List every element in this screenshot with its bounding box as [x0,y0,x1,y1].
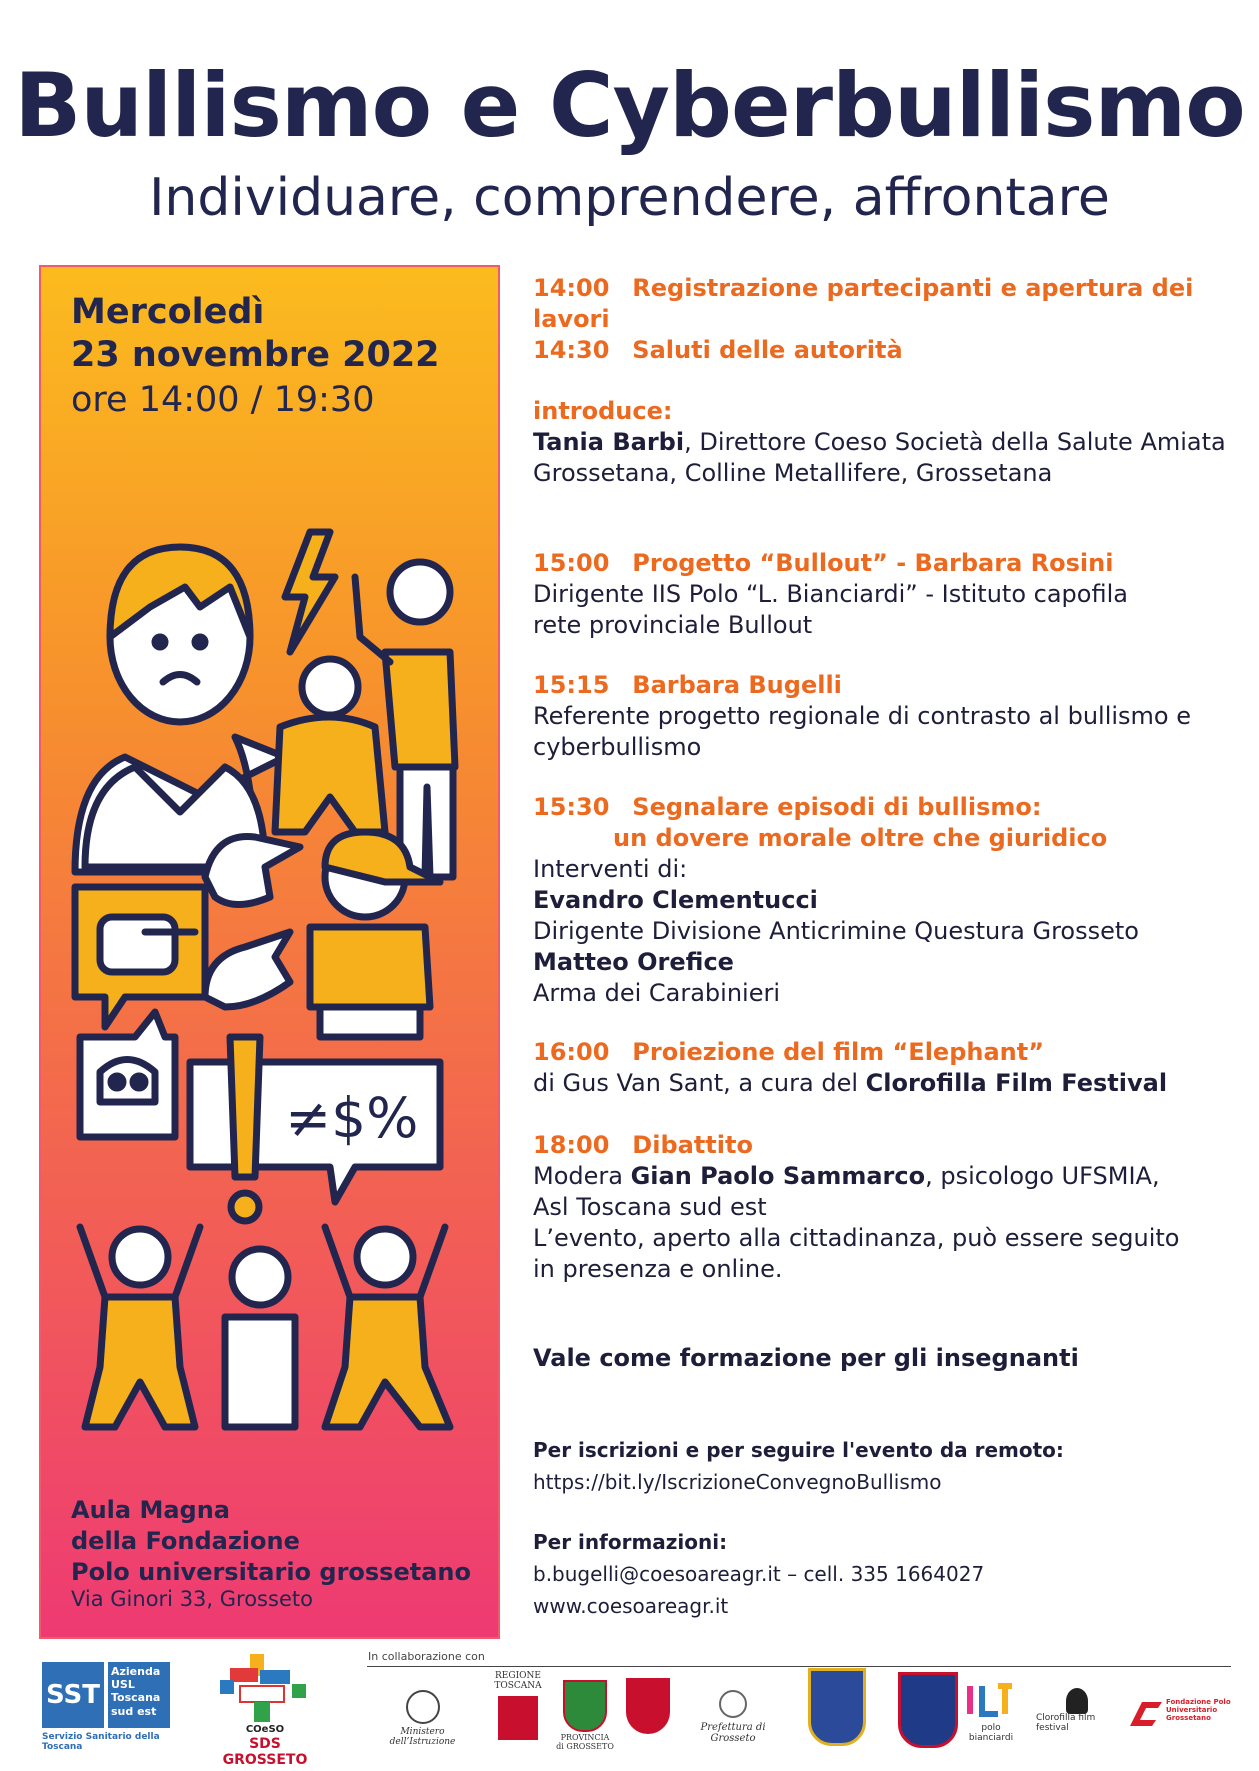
training-note: Vale come formazione per gli insegnanti [533,1344,1079,1372]
item-title: Saluti delle autorità [632,336,903,364]
sds-mark-icon [210,1650,320,1726]
time-label: 15:30 [533,793,610,821]
fondazione-logo [1128,1696,1238,1732]
time-label: 14:00 [533,274,610,302]
provincia-logo [556,1680,614,1752]
speaker-name: Matteo Orefice [533,948,734,976]
speaker-role: Dirigente Divisione Anticrimine Questura Grosseto [533,917,1139,945]
coeso-label: COeSO [245,1724,285,1735]
program-item-2 [533,335,1233,366]
speaker-role: , psicologo UFSMIA, [925,1162,1160,1190]
speaker-name: Evandro Clementucci [533,886,818,914]
lightning-icon [285,532,335,652]
venue-line-3: Polo universitario grossetano [71,1558,471,1587]
time-label: 15:00 [533,549,610,577]
info-title: Per informazioni: [533,1530,728,1554]
sad-boy-icon [75,547,285,872]
program-item-7 [533,1037,1233,1099]
shield-icon [563,1680,607,1732]
item-desc: L’evento, aperto alla cittadinanza, può essere seguito [533,1224,1180,1252]
speaker-role: Arma dei Carabinieri [533,979,780,1007]
item-title: Progetto “Bullout” - Barbara Rosini [632,549,1114,577]
polo-bianciardi-logo [964,1680,1018,1744]
item-desc: Modera [533,1162,631,1190]
info-block [533,1526,1233,1622]
festival-name: Clorofilla Film Festival [865,1069,1168,1097]
event-hours: ore 14:00 / 19:30 [71,380,375,420]
regione-label: REGIONE TOSCANA [494,1671,542,1691]
speaker-name: Gian Paolo Sammarco [630,1162,926,1190]
sst-logo [42,1662,182,1754]
time-label: 14:30 [533,336,610,364]
event-panel [39,265,500,1639]
item-title: introduce: [533,397,673,425]
item-title: Proiezione del film “Elephant” [632,1038,1044,1066]
bullying-illustration [55,437,485,1437]
emblem-icon [719,1690,747,1718]
item-title: Dibattito [632,1131,753,1159]
speaker-role: , Direttore Coeso Società della Salute Amiata [684,428,1226,456]
polizia-shield-icon [808,1668,866,1746]
item-title: Barbara Bugelli [632,671,842,699]
mocking-figures-icon [80,1227,450,1427]
program-item-5 [533,670,1233,763]
item-desc: in presenza e online. [533,1255,783,1283]
sst-caption: Servizio Sanitario della Toscana [42,1732,160,1752]
carabinieri-shield-icon [898,1672,958,1748]
pegasus-icon [498,1696,538,1740]
fondazione-mark-icon [1128,1698,1164,1728]
item-desc: cyberbullismo [533,733,702,761]
ministero-logo [375,1690,470,1748]
sds-label: SDS GROSSETO [222,1736,308,1768]
emblem-icon [406,1690,440,1724]
time-label: 15:15 [533,671,610,699]
venue-line-2: della Fondazione [71,1527,300,1556]
speaker-role: Asl Toscana sud est [533,1193,767,1221]
usl-mark: Azienda USL Toscana sud est [108,1662,170,1728]
svg-text:≠$%: ≠$% [285,1086,419,1150]
clorofilla-label: Clorofilla film festival [1036,1713,1096,1733]
pointing-hand-icon [205,837,300,905]
item-desc: Interventi di: [533,855,688,883]
item-title: Segnalare episodi di bullismo: [632,793,1042,821]
registration-link[interactable]: https://bit.ly/IscrizioneConvegnoBullismo [533,1470,942,1494]
time-label: 16:00 [533,1038,610,1066]
tree-icon [1066,1688,1088,1714]
sst-mark: SST [42,1662,104,1728]
collab-label: In collaborazione con [368,1650,485,1663]
time-label: 18:00 [533,1131,610,1159]
swearing-bubble-icon [190,1037,440,1221]
program-item-6 [533,792,1233,1009]
item-desc: di Gus Van Sant, a cura del [533,1069,866,1097]
venue-address: Via Ginori 33, Grosseto [71,1587,313,1611]
info-contact[interactable]: b.bugelli@coesoareagr.it – cell. 335 1664027 [533,1562,985,1586]
item-title: un dovere morale oltre che giuridico [613,824,1108,852]
skull-bubble-icon [80,1012,175,1137]
event-day: Mercoledì [71,292,265,332]
program-item-8 [533,1130,1233,1285]
program-item-1 [533,273,1233,335]
pointing-bubble-icon [75,887,205,1027]
crouching-figure-icon [275,659,385,832]
page-title: Bullismo e Cyberbullismo [14,54,1245,157]
item-desc: Dirigente IIS Polo “L. Bianciardi” - Istituto capofila [533,580,1128,608]
footer-divider [367,1666,1231,1667]
venue-line-1: Aula Magna [71,1496,230,1524]
regione-logo [488,1672,548,1740]
polo-label: polo bianciardi [968,1723,1014,1743]
comune-shield-icon [626,1678,670,1734]
venue-name [71,1495,491,1589]
event-date: 23 novembre 2022 [71,335,440,375]
program-item-3 [533,396,1233,489]
speaker-name: Tania Barbi [533,428,685,456]
info-website[interactable]: www.coesoareagr.it [533,1594,729,1618]
clorofilla-logo [1036,1688,1106,1734]
registration-block [533,1434,1233,1498]
sds-logo [210,1650,320,1768]
page-subtitle: Individuare, comprendere, affrontare [149,168,1110,228]
registration-title: Per iscrizioni e per seguire l'evento da remoto: [533,1438,1064,1462]
provincia-label: PROVINCIA di GROSSETO [556,1733,614,1751]
item-title: Registrazione partecipanti e apertura dei lavori [533,274,1194,333]
ministero-label: Ministero dell’Istruzione [389,1727,456,1747]
item-desc: Referente progetto regionale di contrasto al bullismo e [533,702,1192,730]
pointing-hand-icon [205,932,290,1007]
speaker-role: Grossetana, Colline Metallifere, Grossetana [533,459,1053,487]
fondazione-label: Fondazione Polo Universitario Grossetano [1166,1698,1231,1723]
polo-mark-icon [964,1680,1018,1720]
prefettura-label: Prefettura di Grosseto [700,1722,766,1744]
program-item-4 [533,548,1233,641]
item-desc: rete provinciale Bullout [533,611,813,639]
prefettura-logo [678,1690,788,1744]
